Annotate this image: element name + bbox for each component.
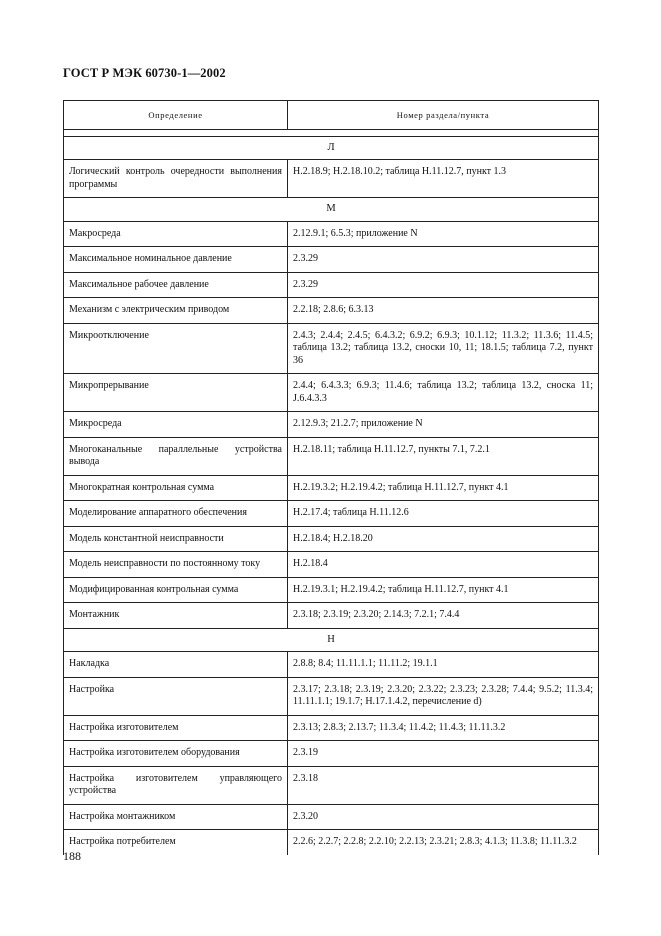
table-row: [64, 577, 599, 603]
table-row: [64, 603, 599, 629]
section-letter-row: [64, 136, 599, 160]
refs-cell: H.2.18.4: [288, 552, 599, 578]
refs-cell: 2.4.4; 6.4.3.3; 6.9.3; 11.4.6; таблица 13.2; таблица 13.2, сноска 11; J.6.4.3.3: [288, 374, 599, 412]
document-title: ГОСТ Р МЭК 60730-1—2002: [63, 66, 226, 80]
refs-cell: 2.3.13; 2.8.3; 2.13.7; 11.3.4; 11.4.2; 11.4.3; 11.11.3.2: [288, 715, 599, 741]
term-cell: Многоканальные параллельные устройства вывода: [64, 437, 288, 475]
term-cell: Накладка: [64, 652, 288, 678]
index-table: [63, 100, 599, 855]
section-letter-row: [64, 628, 599, 652]
refs-cell: 2.3.29: [288, 272, 599, 298]
table-row: [64, 652, 599, 678]
refs-cell: 2.3.18: [288, 766, 599, 804]
refs-cell: 2.3.20: [288, 804, 599, 830]
refs-cell: H.2.18.4; H.2.18.20: [288, 526, 599, 552]
term-cell: Настройка изготовителем управляющего устройства: [64, 766, 288, 804]
page-number: 188: [63, 849, 81, 863]
term-cell: Настройка: [64, 677, 288, 715]
term-cell: Макросреда: [64, 221, 288, 247]
term-cell: Модель константной неисправности: [64, 526, 288, 552]
section-letter-row: [64, 198, 599, 222]
table-row: [64, 247, 599, 273]
table-row: [64, 437, 599, 475]
term-cell: Настройка потребителем: [64, 830, 288, 855]
refs-cell: H.2.18.9; H.2.18.10.2; таблица Н.11.12.7, пункт 1.3: [288, 160, 599, 198]
term-cell: Модель неисправности по постоянному току: [64, 552, 288, 578]
table-row: [64, 160, 599, 198]
refs-cell: 2.3.19: [288, 741, 599, 767]
term-cell: Настройка монтажником: [64, 804, 288, 830]
term-cell: Монтажник: [64, 603, 288, 629]
term-cell: Настройка изготовителем: [64, 715, 288, 741]
table-row: [64, 715, 599, 741]
table-row: [64, 804, 599, 830]
refs-cell: 2.3.17; 2.3.18; 2.3.19; 2.3.20; 2.3.22; 2.3.23; 2.3.28; 7.4.4; 9.5.2; 11.3.4; 11.11.1.1; 19.1.7; H.17.1.4.2, перечисление d): [288, 677, 599, 715]
section-letter: Л: [64, 136, 599, 160]
table-row: [64, 221, 599, 247]
term-cell: Микросреда: [64, 412, 288, 438]
refs-cell: 2.3.18; 2.3.19; 2.3.20; 2.14.3; 7.2.1; 7.4.4: [288, 603, 599, 629]
table-row: [64, 766, 599, 804]
table-row: [64, 501, 599, 527]
refs-cell: 2.3.29: [288, 247, 599, 273]
refs-cell: H.2.17.4; таблица Н.11.12.6: [288, 501, 599, 527]
term-cell: Моделирование аппаратного обеспечения: [64, 501, 288, 527]
table-row: [64, 323, 599, 374]
refs-cell: H.2.19.3.1; H.2.19.4.2; таблица Н.11.12.7, пункт 4.1: [288, 577, 599, 603]
refs-cell: H.2.19.3.2; H.2.19.4.2; таблица Н.11.12.7, пункт 4.1: [288, 475, 599, 501]
term-cell: Модифицированная контрольная сумма: [64, 577, 288, 603]
term-cell: Многократная контрольная сумма: [64, 475, 288, 501]
refs-cell: 2.12.9.3; 21.2.7; приложение N: [288, 412, 599, 438]
term-cell: Микропрерывание: [64, 374, 288, 412]
table-row: [64, 475, 599, 501]
table-header-row: [64, 101, 599, 130]
refs-cell: 2.2.6; 2.2.7; 2.2.8; 2.2.10; 2.2.13; 2.3.21; 2.8.3; 4.1.3; 11.3.8; 11.11.3.2: [288, 830, 599, 855]
table-row: [64, 412, 599, 438]
refs-cell: 2.4.3; 2.4.4; 2.4.5; 6.4.3.2; 6.9.2; 6.9.3; 10.1.12; 11.3.2; 11.3.6; 11.4.5; таблица 13.2; таблица 13.2, сноски 10, 11; 18.1.5; таблица 7.2, пункт 36: [288, 323, 599, 374]
section-letter: М: [64, 198, 599, 222]
table-row: [64, 298, 599, 324]
column-header-section-number: Номер раздела/пункта: [288, 101, 599, 130]
term-cell: Логический контроль очередности выполнения программы: [64, 160, 288, 198]
term-cell: Максимальное номинальное давление: [64, 247, 288, 273]
refs-cell: 2.12.9.1; 6.5.3; приложение N: [288, 221, 599, 247]
header-gap-row: [64, 129, 599, 136]
refs-cell: 2.8.8; 8.4; 11.11.1.1; 11.11.2; 19.1.1: [288, 652, 599, 678]
term-cell: Настройка изготовителем оборудования: [64, 741, 288, 767]
table-row: [64, 526, 599, 552]
term-cell: Микроотключение: [64, 323, 288, 374]
table-row: [64, 374, 599, 412]
section-letter: Н: [64, 628, 599, 652]
table-row: [64, 677, 599, 715]
refs-cell: H.2.18.11; таблица Н.11.12.7, пункты 7.1, 7.2.1: [288, 437, 599, 475]
term-cell: Механизм с электрическим приводом: [64, 298, 288, 324]
refs-cell: 2.2.18; 2.8.6; 6.3.13: [288, 298, 599, 324]
term-cell: Максимальное рабочее давление: [64, 272, 288, 298]
table-row: [64, 272, 599, 298]
table-row: [64, 552, 599, 578]
column-header-definition: Определение: [64, 101, 288, 130]
table-row: [64, 830, 599, 855]
table-row: [64, 741, 599, 767]
